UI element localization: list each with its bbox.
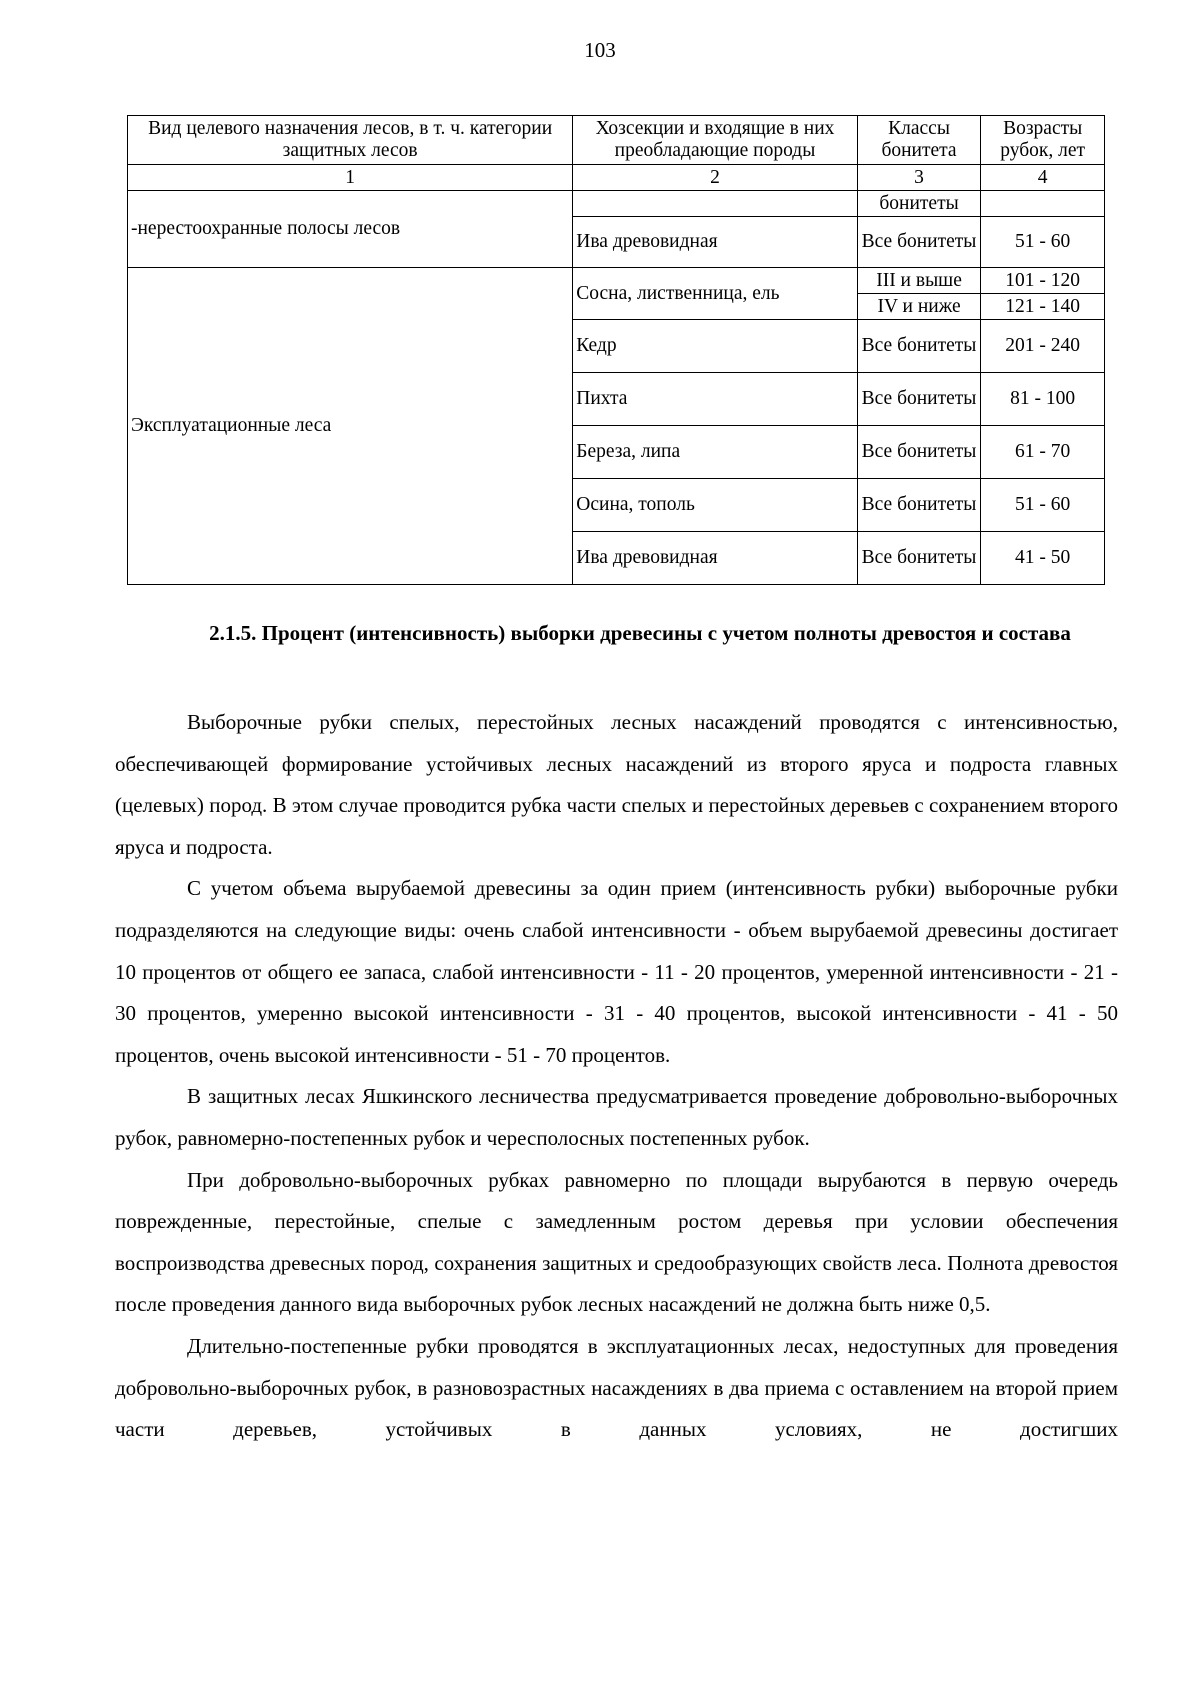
site-class-cell: бонитеты bbox=[857, 191, 981, 217]
site-class-cell: Все бонитеты bbox=[857, 532, 981, 585]
table-column-numbers-row bbox=[128, 165, 1105, 191]
site-class-cell: IV и ниже bbox=[857, 294, 981, 320]
table-row bbox=[128, 191, 1105, 217]
species-cell: Кедр bbox=[573, 320, 857, 373]
paragraph: С учетом объема вырубаемой древесины за один прием (интенсивность рубки) выборочные рубки подразделяются на следующие виды: очень слабой интенсивности - объем вырубаемой древесины достигает 10 процентов от общего ее запаса, слабой интенсивности - 11 - 20 процентов, умеренной интенсивности - 21 - 30 процентов, умеренно высокой интенсивности - 31 - 40 процентов, высокой интенсивности - 41 - 50 процентов, очень высокой интенсивности - 51 - 70 процентов. bbox=[115, 876, 1118, 1067]
section-body bbox=[115, 702, 1118, 1451]
site-class-cell: III и выше bbox=[857, 268, 981, 294]
cutting-age-cell: 201 - 240 bbox=[981, 320, 1105, 373]
species-cell: Сосна, лиственница, ель bbox=[573, 268, 857, 320]
table-row bbox=[128, 268, 1105, 294]
table-header-row bbox=[128, 116, 1105, 165]
column-number: 4 bbox=[981, 165, 1105, 191]
header-site-class: Классы бонитета bbox=[857, 116, 981, 165]
species-cell: Ива древовидная bbox=[573, 532, 857, 585]
paragraph: При добровольно-выборочных рубках равномерно по площади вырубаются в первую очередь поврежденные, перестойные, спелые с замедленным ростом деревья при условии обеспечения воспроизводства древесных пород, сохранения защитных и средообразующих свойств леса. Полнота древостоя после проведения данного вида выборочных рубок лесных насаждений не должна быть ниже 0,5. bbox=[115, 1167, 1118, 1317]
site-class-cell: Все бонитеты bbox=[857, 320, 981, 373]
species-cell: Осина, тополь bbox=[573, 479, 857, 532]
cutting-age-cell: 41 - 50 bbox=[981, 532, 1105, 585]
header-sections-species: Хозсекции и входящие в них преобладающие породы bbox=[573, 116, 857, 165]
paragraph: Длительно-постепенные рубки проводятся в эксплуатационных лесах, недоступных для проведения добровольно-выборочных рубок, в разновозрастных насаждениях в два приема с оставлением на второй прием части деревьев, устойчивых в данных условиях, не достигших bbox=[115, 1333, 1118, 1442]
header-cutting-age: Возрасты рубок, лет bbox=[981, 116, 1105, 165]
cutting-age-cell: 61 - 70 bbox=[981, 426, 1105, 479]
site-class-cell: Все бонитеты bbox=[857, 479, 981, 532]
site-class-cell: Все бонитеты bbox=[857, 373, 981, 426]
site-class-cell: Все бонитеты bbox=[857, 426, 981, 479]
species-cell bbox=[573, 191, 857, 217]
species-cell: Ива древовидная bbox=[573, 217, 857, 268]
cutting-age-cell: 51 - 60 bbox=[981, 217, 1105, 268]
cutting-age-cell: 121 - 140 bbox=[981, 294, 1105, 320]
cutting-age-table bbox=[127, 115, 1105, 585]
page-number: 103 bbox=[584, 38, 616, 62]
column-number: 1 bbox=[128, 165, 573, 191]
column-number: 3 bbox=[857, 165, 981, 191]
column-number: 2 bbox=[573, 165, 857, 191]
species-cell: Береза, липа bbox=[573, 426, 857, 479]
cutting-age-cell: 51 - 60 bbox=[981, 479, 1105, 532]
header-forest-purpose: Вид целевого назначения лесов, в т. ч. категории защитных лесов bbox=[128, 116, 573, 165]
cutting-age-cell bbox=[981, 191, 1105, 217]
paragraph: Выборочные рубки спелых, перестойных лесных насаждений проводятся с интенсивностью, обеспечивающей формирование устойчивых лесных насаждений из второго яруса и подроста главных (целевых) пород. В этом случае проводится рубка части спелых и перестойных деревьев с сохранением второго яруса и подроста. bbox=[115, 710, 1118, 859]
site-class-cell: Все бонитеты bbox=[857, 217, 981, 268]
category-spawning: -нерестоохранные полосы лесов bbox=[128, 191, 573, 268]
section-heading: 2.1.5. Процент (интенсивность) выборки древесины с учетом полноты древостоя и состава bbox=[209, 621, 1071, 645]
cutting-age-cell: 81 - 100 bbox=[981, 373, 1105, 426]
species-cell: Пихта bbox=[573, 373, 857, 426]
cutting-age-cell: 101 - 120 bbox=[981, 268, 1105, 294]
category-exploitation: Эксплуатационные леса bbox=[128, 268, 573, 585]
paragraph: В защитных лесах Яшкинского лесничества предусматривается проведение добровольно-выборочных рубок, равномерно-постепенных рубок и чересполосных постепенных рубок. bbox=[115, 1084, 1118, 1150]
